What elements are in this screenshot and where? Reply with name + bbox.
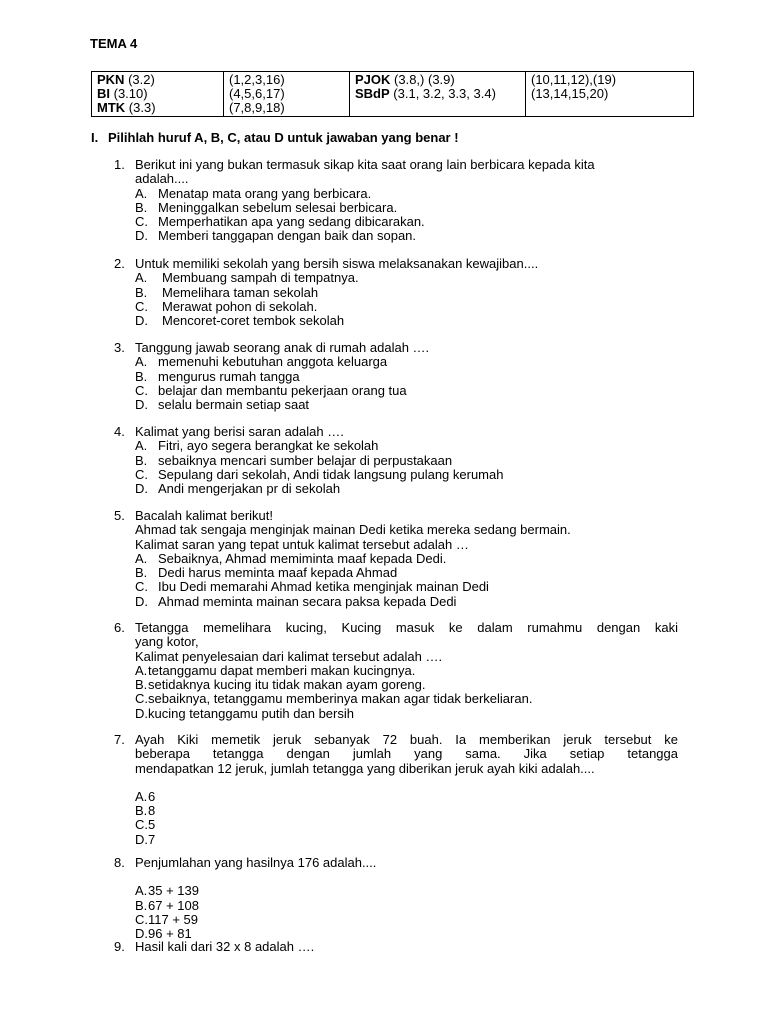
question-range: (10,11,12),(19) xyxy=(531,72,617,87)
question-text: beberapa tetangga dengan jumlah yang sama. Jika setiap tetangga xyxy=(135,746,678,762)
kd-right-numbers xyxy=(526,72,694,117)
subject-code: (3.8,) (3.9) xyxy=(394,72,455,87)
question-5 xyxy=(114,509,678,609)
option-a: A.6 xyxy=(135,788,156,804)
question-text: Untuk memiliki sekolah yang bersih siswa melaksanakan kewajiban.... xyxy=(135,256,539,271)
question-number: 7. xyxy=(114,732,125,747)
option-d: D. Andi mengerjakan pr di sekolah xyxy=(135,481,341,497)
question-text: Ayah Kiki memetik jeruk sebanyak 72 buah. Ia memberikan jeruk tersebut ke xyxy=(135,732,678,747)
subject-name: PJOK xyxy=(355,72,391,87)
question-9 xyxy=(114,940,678,954)
option-a: A. Membuang sampah di tempatnya. xyxy=(135,270,359,286)
question-number: 5. xyxy=(114,508,125,523)
option-c: C. belajar dan membantu pekerjaan orang tua xyxy=(135,382,407,398)
question-range: (4,5,6,17) xyxy=(229,86,285,101)
subject-code: (3.10) xyxy=(113,86,148,101)
option-a: A. Fitri, ayo segera berangkat ke sekolah xyxy=(135,438,379,454)
question-number: 6. xyxy=(114,620,125,635)
option-d: D. Mencoret-coret tembok sekolah xyxy=(135,313,345,329)
option-a: A.tetanggamu dapat memberi makan kucingnya. xyxy=(135,662,416,678)
option-a: A. Sebaiknya, Ahmad memiminta maaf kepada Dedi. xyxy=(135,550,447,566)
question-text: Tanggung jawab seorang anak di rumah adalah …. xyxy=(135,340,430,355)
kd-left-subjects xyxy=(92,72,224,117)
question-2 xyxy=(114,257,678,328)
question-number: 4. xyxy=(114,424,125,439)
option-b: B.8 xyxy=(135,803,156,819)
subject-name: BI xyxy=(97,86,110,101)
option-b: B.67 + 108 xyxy=(135,897,199,913)
option-a: A. memenuhi kebutuhan anggota keluarga xyxy=(135,354,388,370)
option-c: C. Ibu Dedi memarahi Ahmad ketika menginjak mainan Dedi xyxy=(135,579,489,595)
subject-name: PKN xyxy=(97,72,125,87)
question-4 xyxy=(114,425,678,496)
question-number: 2. xyxy=(114,256,125,271)
kd-right-subjects xyxy=(350,72,526,117)
option-b: B. mengurus rumah tangga xyxy=(135,368,300,384)
question-text: Penjumlahan yang hasilnya 176 adalah.... xyxy=(135,855,377,870)
option-d: D. Memberi tanggapan dengan baik dan sopan. xyxy=(135,228,417,244)
kd-table xyxy=(91,71,694,117)
question-number: 3. xyxy=(114,340,125,355)
option-a: A. Menatap mata orang yang berbicara. xyxy=(135,185,372,201)
question-text: adalah.... xyxy=(135,171,189,187)
option-d: D.7 xyxy=(135,831,156,847)
question-range: (7,8,9,18) xyxy=(229,100,285,115)
option-b: B. sebaiknya mencari sumber belajar di perpustakaan xyxy=(135,452,453,468)
option-c: C.117 + 59 xyxy=(135,911,199,927)
question-text: Kalimat saran yang tepat untuk kalimat tersebut adalah … xyxy=(135,536,469,552)
subject-code: (3.3) xyxy=(128,100,156,115)
option-c: C. Merawat pohon di sekolah. xyxy=(135,298,318,314)
question-3 xyxy=(114,341,678,412)
question-number: 8. xyxy=(114,855,125,870)
question-1 xyxy=(114,158,678,244)
subject-code: (3.1, 3.2, 3.3, 3.4) xyxy=(393,86,496,101)
option-c: C.sebaiknya, tetanggamu memberinya makan agar tidak berkeliaran. xyxy=(135,691,533,707)
kd-left-numbers xyxy=(224,72,350,117)
question-range: (13,14,15,20) xyxy=(531,86,609,101)
section-heading xyxy=(91,130,459,145)
question-text: Berikut ini yang bukan termasuk sikap kita saat orang lain berbicara kepada kita xyxy=(135,157,595,172)
option-d: D.96 + 81 xyxy=(135,926,192,942)
question-text: Kalimat penyelesaian dari kalimat tersebut adalah …. xyxy=(135,648,443,664)
question-7 xyxy=(114,733,678,847)
question-text: Ahmad tak sengaja menginjak mainan Dedi ketika mereka sedang bermain. xyxy=(135,522,571,538)
question-text: Hasil kali dari 32 x 8 adalah …. xyxy=(135,939,315,954)
question-text: Tetangga memelihara kucing, Kucing masuk ke dalam rumahmu dengan kaki xyxy=(135,620,678,635)
question-6 xyxy=(114,621,678,721)
question-number: 9. xyxy=(114,939,125,954)
subject-name: MTK xyxy=(97,100,126,115)
option-d: D.kucing tetanggamu putih dan bersih xyxy=(135,705,354,721)
subject-name: SBdP xyxy=(355,86,390,101)
option-c: C.5 xyxy=(135,817,156,833)
section-instruction: Pilihlah huruf A, B, C, atau D untuk jawaban yang benar ! xyxy=(108,130,459,145)
subject-code: (3.2) xyxy=(128,72,155,87)
option-c: C. Sepulang dari sekolah, Andi tidak langsung pulang kerumah xyxy=(135,466,504,482)
option-d: D. Ahmad meminta mainan secara paksa kepada Dedi xyxy=(135,593,457,609)
option-b: B. Dedi harus meminta maaf kepada Ahmad xyxy=(135,565,398,581)
question-text: Kalimat yang berisi saran adalah …. xyxy=(135,424,344,439)
section-number: I. xyxy=(91,130,99,145)
option-c: C. Memperhatikan apa yang sedang dibicarakan. xyxy=(135,214,425,230)
document-title: TEMA 4 xyxy=(90,36,138,51)
question-number: 1. xyxy=(114,157,125,172)
option-a: A.35 + 139 xyxy=(135,883,199,899)
option-b: B. Meninggalkan sebelum selesai berbicara. xyxy=(135,199,398,215)
question-text: mendapatkan 12 jeruk, jumlah tetangga yang diberikan jeruk ayah kiki adalah.... xyxy=(135,760,595,776)
question-text: yang kotor, xyxy=(135,634,199,650)
question-8 xyxy=(114,856,678,941)
option-d: D. selalu bermain setiap saat xyxy=(135,397,310,413)
question-text: Bacalah kalimat berikut! xyxy=(135,508,274,523)
option-b: B.setidaknya kucing itu tidak makan ayam goreng. xyxy=(135,677,426,693)
option-b: B. Memelihara taman sekolah xyxy=(135,284,319,300)
question-range: (1,2,3,16) xyxy=(229,72,285,87)
